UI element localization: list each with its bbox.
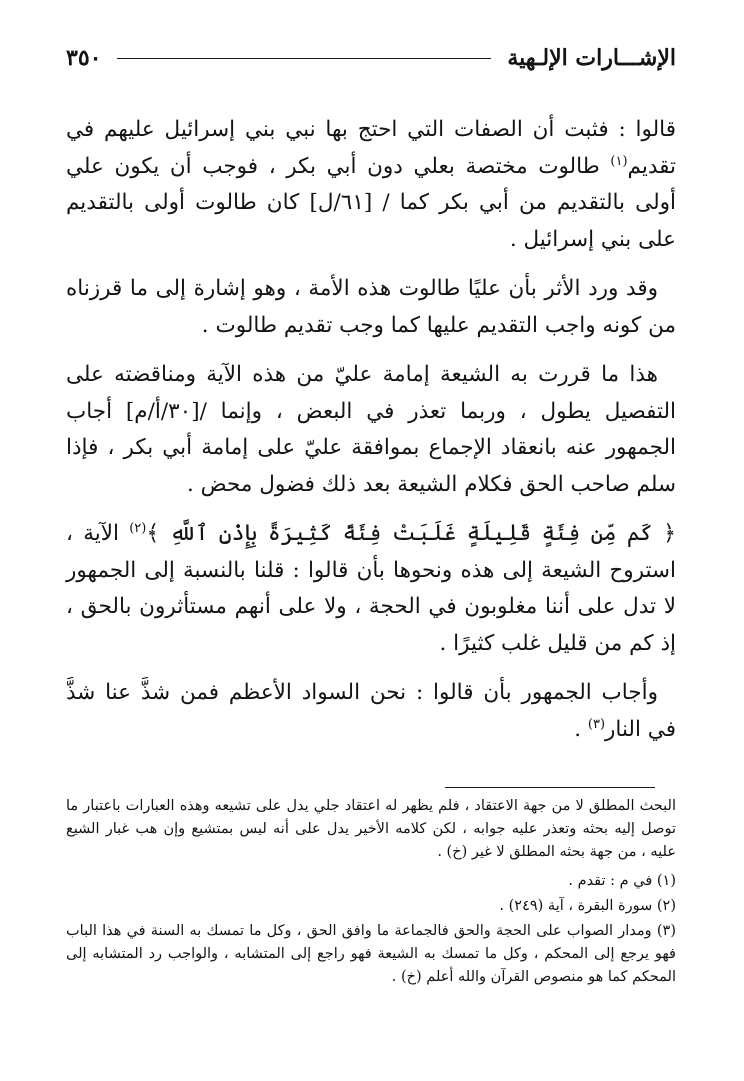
paragraph-4-text: الآية ، استروح الشيعة إلى هذه ونحوها بأن قالوا : قلنا بالنسبة إلى الجمهور لا تدل على أننا مغلوبون في الحجة ، ولا على أنهم مستأثرون بالحق ، إذ كم من قليل غلب كثيرًا . <box>66 521 676 656</box>
footnote-1: (١) في م : تقدم . <box>568 873 676 889</box>
paragraph-3: هذا ما قررت به الشيعة إمامة عليّ من هذه الآية ومناقضته على التفصيل يطول ، وربما تعذر في البعض ، وإنما /[٣٠/أ/م] أجاب الجمهور عنه بانعقاد الإجماع بموافقة عليّ على إمامة أبي بكر ، فإذا سلم صاحب الحق فكلام الشيعة بعد ذلك فضول محض . <box>66 362 676 497</box>
page-header <box>66 40 676 76</box>
paragraph-5-end: . <box>574 716 588 742</box>
header-rule <box>117 58 491 59</box>
paragraph-4 <box>66 516 676 662</box>
paragraph-1-text: قالوا : فثبت أن الصفات التي احتج بها نبي بني إسرائيل عليهم في تقديم <box>66 117 676 179</box>
paragraph-5-text: وأجاب الجمهور بأن قالوا : نحن السواد الأعظم فمن شذَّ عنا شذَّ في النار <box>66 680 676 742</box>
footnote-ref-3: (٣) <box>587 716 606 732</box>
footnotes <box>66 795 676 991</box>
paragraph-1 <box>66 112 676 258</box>
quran-verse: ﴿ كَم مِّن فِئَةٍ قَلِيلَةٍ غَلَبَتْ فِئَةً كَثِيرَةً بِإِذْنِ ٱللَّهِ ﴾ <box>146 521 676 546</box>
running-title: الإشـــارات الإلـهية <box>507 45 676 71</box>
main-text <box>66 112 676 761</box>
footnote-ref-1: (١) <box>610 153 628 169</box>
footnote-3: (٣) ومدار الصواب على الحجة والحق فالجماعة ما وافق الحق ، وكل ما تمسك به السنة في هذا الباب فهو يرجع إلى المحكم ، وكل ما تمسك به الشيعة فهو راجع إلى المتشابه ، والواجب رد المتشابه إلى المحكم كما هو منصوص القرآن والله أعلم (خ) . <box>66 923 676 985</box>
page-number: ٣٥٠ <box>66 45 102 71</box>
paragraph-2: وقد ورد الأثر بأن عليًا طالوت هذه الأمة ، وهو إشارة إلى ما قرزناه من كونه واجب التقديم عليها كما وجب تقديم طالوت . <box>66 276 676 338</box>
footnote-2: (٢) سورة البقرة ، آية (٢٤٩) . <box>499 898 676 914</box>
paragraph-5 <box>66 675 676 748</box>
footnote-divider <box>445 787 655 788</box>
footnote-continuation: البحث المطلق لا من جهة الاعتقاد ، فلم يظهر له اعتقاد جلي يدل على تشيعه وهذه العبارات باعتبار ما توصل إليه بحثه وتعذر عليه جوابه ، لكن كلامه الأخير يدل على أنه ليس بمتشيع وإن هب غبار الشيع عليه ، من جهة بحثه المطلق لا غير (خ) . <box>66 798 676 860</box>
paragraph-1-rest: طالوت مختصة بعلي دون أبي بكر ، فوجب أن يكون علي أولى بالتقديم من أبي بكر كما / [٦١/ل] كان طالوت أولى بالتقديم على بني إسرائيل . <box>66 153 676 252</box>
footnote-ref-2: (٢) <box>129 520 147 536</box>
